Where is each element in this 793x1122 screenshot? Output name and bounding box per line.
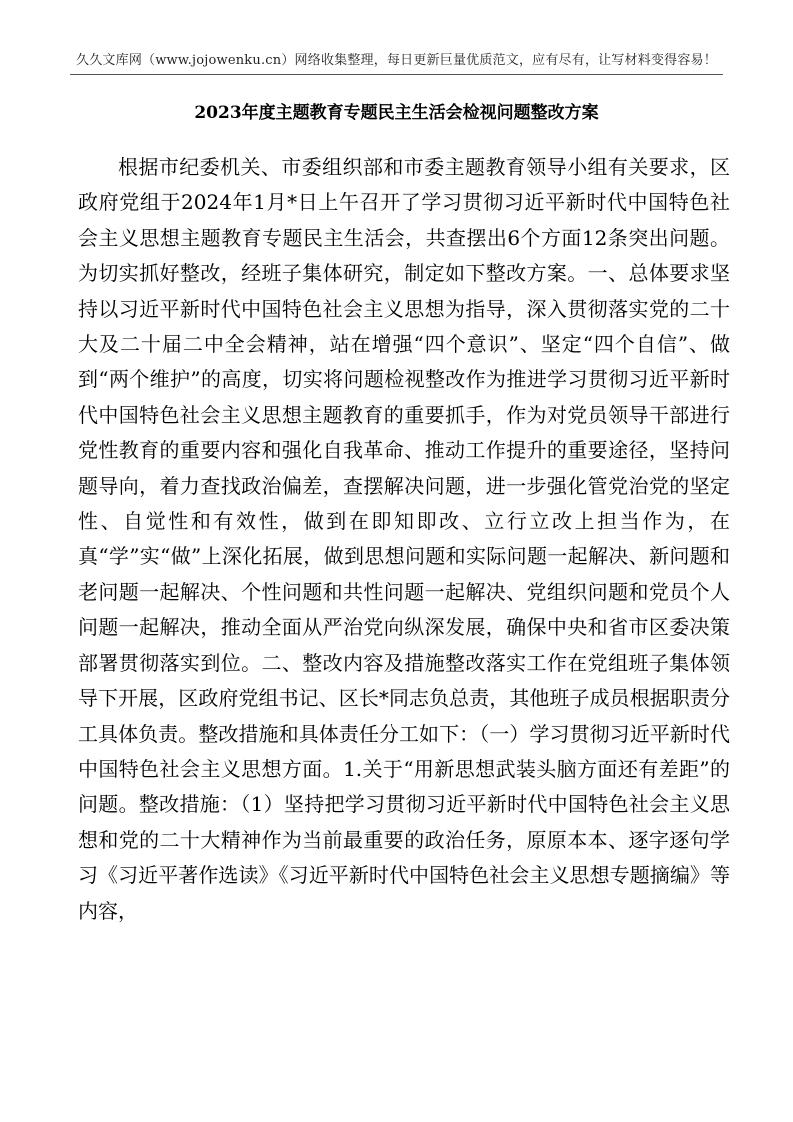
document-title: 2023年度主题教育专题民主生活会检视问题整改方案 [194,103,599,123]
page-header: 久久文库网（www.jojowenku.cn）网络收集整理，每日更新巨量优质范文，应有尽有，让写材料变得容易！ [70,50,723,75]
document-body: 根据市纪委机关、市委组织部和市委主题教育领导小组有关要求，区政府党组于2024年1月*日上午召开了学习贯彻习近平新时代中国特色社会主义思想主题教育专题民主生活会，共查摆出6个方面12条突出问题。为切实抓好整改，经班子集体研究，制定如下整改方案。一、总体要求坚持以习近平新时代中国特色社会主义思想为指导，深入贯彻落实党的二十大及二十届二中全会精神，站在增强“四个意识”、坚定“四个自信”、做到“两个维护”的高度，切实将问题检视整改作为推进学习贯彻习近平新时代中国特色社会主义思想主题教育的重要抓手，作为对党员领导干部进行党性教育的重要内容和强化自我革命、推动工作提升的重要途径，坚持问题导向，着力查找政治偏差，查摆解决问题，进一步强化管党治党的坚定性、自觉性和有效性，做到在即知即改、立行立改上担当作为，在真“学”实“做”上深化拓展，做到思想问题和实际问题一起解决、新问题和老问题一起解决、个性问题和共性问题一起解决、党组织问题和党员个人问题一起解决，推动全面从严治党向纵深发展，确保中央和省市区委决策部署贯彻落实到位。二、整改内容及措施整改落实工作在党组班子集体领导下开展，区政府党组书记、区长*同志负总责，其他班子成员根据职责分工具体负责。整改措施和具体责任分工如下：（一）学习贯彻习近平新时代中国特色社会主义思想方面。1.关于“用新思想武装头脑方面还有差距”的问题。整改措施：（1）坚持把学习贯彻习近平新时代中国特色社会主义思想和党的二十大精神作为当前最重要的政治任务，原原本本、逐字逐句学习《习近平著作选读》《习近平新时代中国特色社会主义思想专题摘编》等内容， [78,155,730,923]
